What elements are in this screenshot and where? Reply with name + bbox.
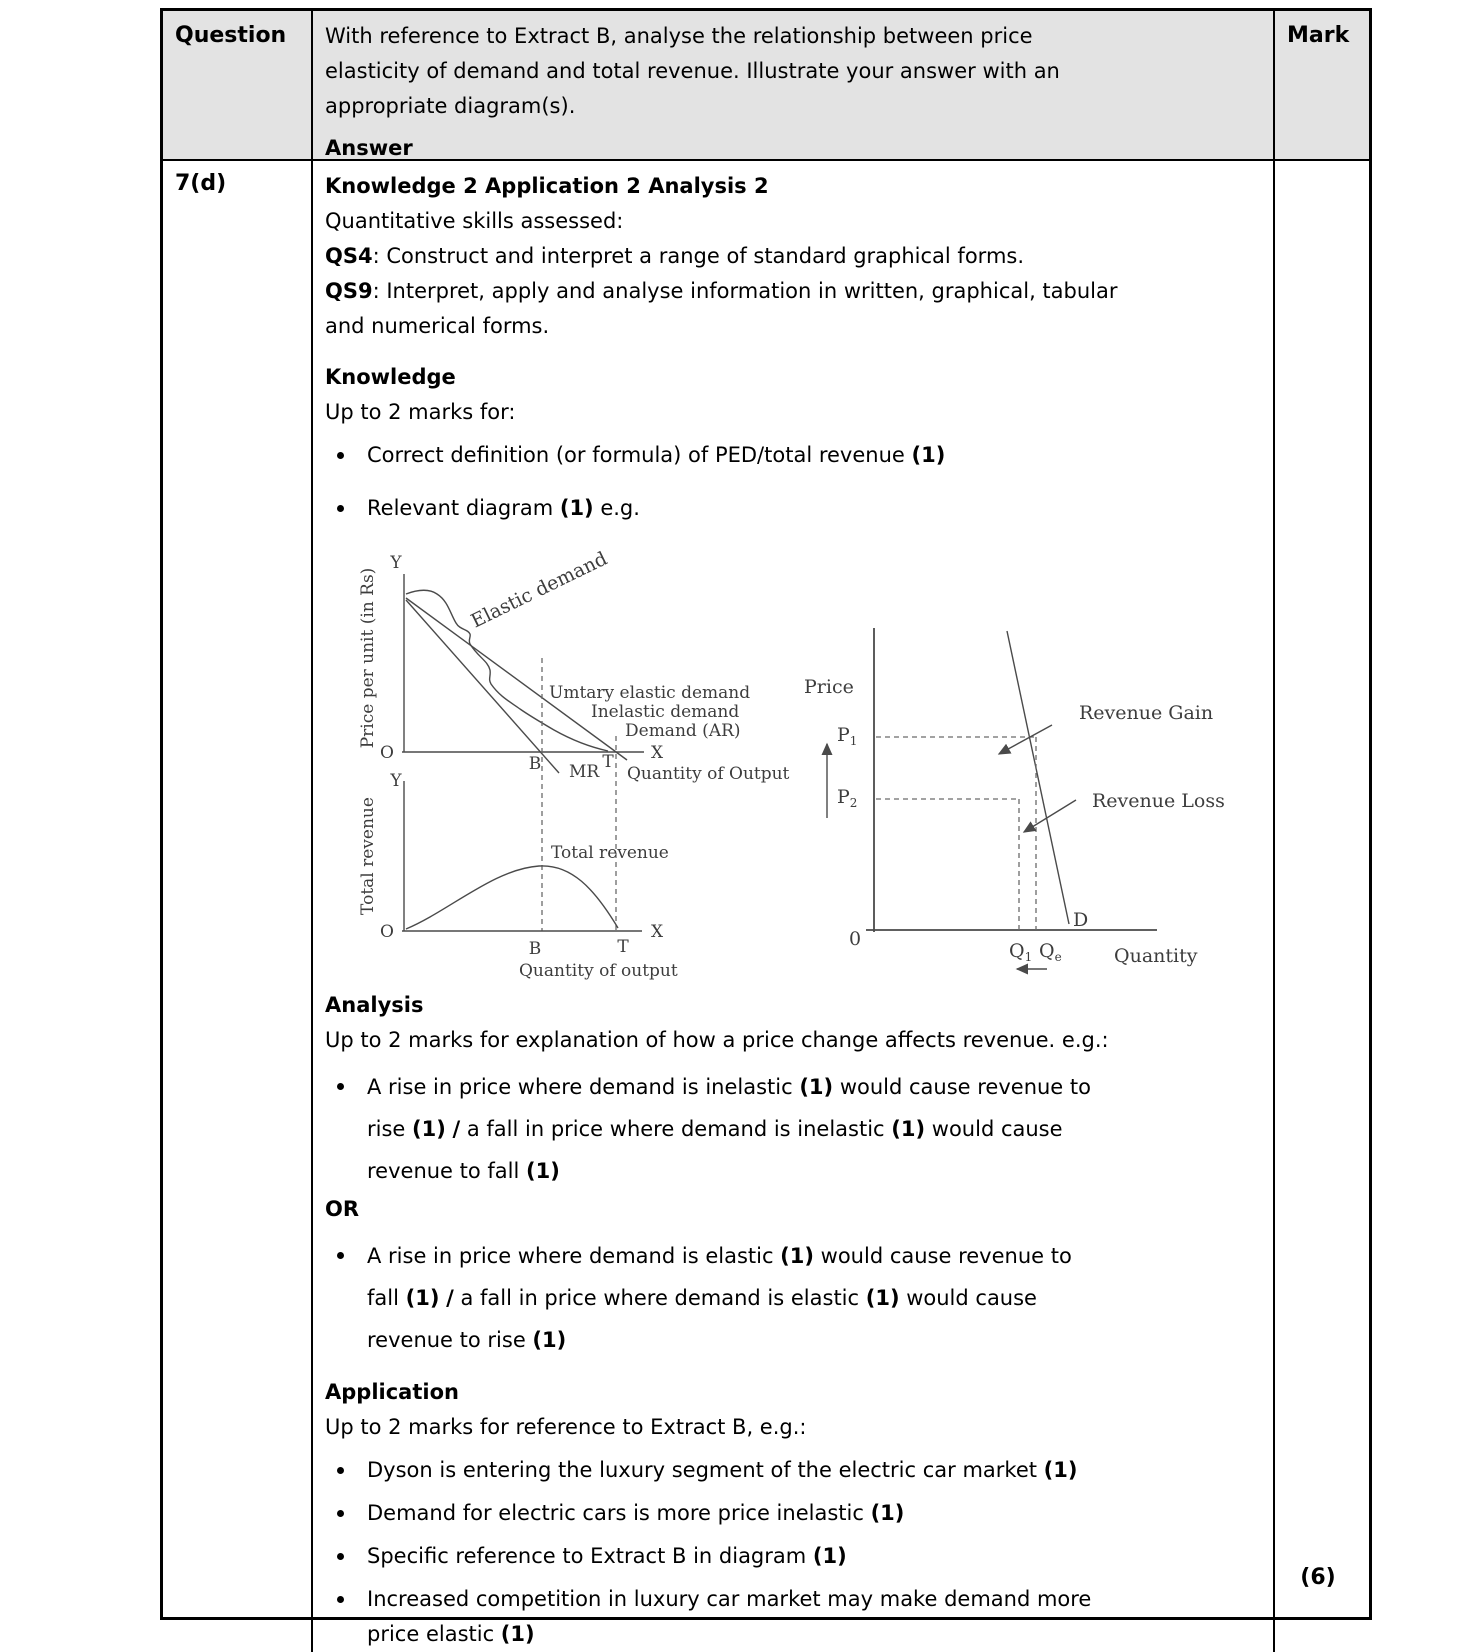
total-revenue-axis-label: Total revenue bbox=[358, 797, 378, 915]
inelastic-demand-label: Inelastic demand bbox=[591, 702, 740, 722]
demand-curve-label: D bbox=[1073, 909, 1089, 931]
total-revenue-curve-label: Total revenue bbox=[551, 843, 669, 863]
demand-ar-label: Demand (AR) bbox=[625, 721, 741, 741]
question-text-cell bbox=[313, 11, 1275, 161]
question-text-line: With reference to Extract B, analyse the relationship between price bbox=[325, 24, 1033, 48]
list-item: Relevant diagram (1) e.g. bbox=[325, 491, 1263, 526]
point-b-label: B bbox=[528, 754, 542, 774]
list-item: Increased competition in luxury car market may make demand more price elastic (1) bbox=[325, 1582, 1263, 1652]
list-item: Dyson is entering the luxury segment of the electric car market (1) bbox=[325, 1453, 1263, 1488]
or-label: OR bbox=[325, 1197, 360, 1221]
p1-label: $P_1$ bbox=[837, 724, 858, 748]
point-t-label: T bbox=[602, 752, 614, 772]
quantity-axis-label: Quantity bbox=[1114, 945, 1198, 967]
demand-curve bbox=[1007, 631, 1069, 924]
diagram-figure-row bbox=[329, 536, 1263, 986]
quant-skills-intro: Quantitative skills assessed: bbox=[325, 209, 624, 233]
origin-label: O bbox=[380, 922, 394, 942]
x-axis-letter: X bbox=[651, 922, 664, 942]
question-header-cell bbox=[163, 11, 313, 161]
qs9-line: QS9: Interpret, apply and analyse information in written, graphical, tabular and numerical forms. bbox=[325, 279, 1118, 338]
qe-label: $Q_e$ bbox=[1039, 940, 1062, 964]
y-axis-letter: Y bbox=[390, 553, 402, 573]
origin-label: O bbox=[380, 743, 394, 763]
ped-total-revenue-diagram bbox=[329, 536, 790, 984]
question-text-line: elasticity of demand and total revenue. Illustrate your answer with an bbox=[325, 59, 1060, 83]
question-header-label: Question bbox=[175, 23, 287, 48]
elastic-demand-label: Elastic demand bbox=[467, 547, 611, 633]
mark-header-cell bbox=[1275, 11, 1369, 161]
question-number: 7(d) bbox=[175, 171, 227, 196]
y-axis-letter: Y bbox=[390, 771, 402, 791]
knowledge-heading: Knowledge bbox=[325, 365, 456, 389]
p2-label: $P_2$ bbox=[837, 786, 858, 810]
mark-value-cell bbox=[1275, 161, 1369, 1652]
point-b-label: B bbox=[528, 939, 542, 959]
analysis-intro: Up to 2 marks for explanation of how a price change affects revenue. e.g.: bbox=[325, 1028, 1109, 1052]
list-item: A rise in price where demand is inelastic (1) would cause revenue to rise (1) / a fall in price where demand is inelastic (1) would cause revenue to fall (1) bbox=[325, 1066, 1263, 1192]
mark-scheme-table bbox=[160, 8, 1372, 1646]
revenue-loss-arrow bbox=[1024, 800, 1076, 832]
knowledge-intro: Up to 2 marks for: bbox=[325, 400, 516, 424]
question-text-line: appropriate diagram(s). bbox=[325, 94, 576, 118]
answer-cell bbox=[313, 161, 1275, 1652]
point-t-label: T bbox=[617, 937, 629, 957]
mark-value: (6) bbox=[1300, 1565, 1336, 1590]
price-axis-label: Price bbox=[804, 676, 854, 698]
price-axis-label: Price per unit (in Rs) bbox=[358, 567, 378, 749]
answer-label: Answer bbox=[325, 136, 413, 160]
list-item: Specific reference to Extract B in diagram (1) bbox=[325, 1539, 1263, 1574]
quantity-of-output-label: Quantity of Output bbox=[627, 764, 790, 784]
unitary-elastic-label: Umtary elastic demand bbox=[549, 683, 751, 703]
question-number-cell bbox=[163, 161, 313, 1652]
revenue-loss-label: Revenue Loss bbox=[1092, 790, 1225, 812]
qs4-line: QS4: Construct and interpret a range of standard graphical forms. bbox=[325, 244, 1025, 268]
x-axis-letter: X bbox=[651, 743, 664, 763]
analysis-heading: Analysis bbox=[325, 993, 424, 1017]
application-intro: Up to 2 marks for reference to Extract B, e.g.: bbox=[325, 1415, 807, 1439]
list-item: A rise in price where demand is elastic (1) would cause revenue to fall (1) / a fall in price where demand is elastic (1) would cause revenue to rise (1) bbox=[325, 1235, 1263, 1361]
list-item: Correct definition (or formula) of PED/total revenue (1) bbox=[325, 438, 1263, 473]
quantity-of-output-label: Quantity of output bbox=[519, 961, 678, 981]
revenue-gain-loss-diagram bbox=[779, 588, 1259, 980]
marks-breakdown-heading: Knowledge 2 Application 2 Analysis 2 bbox=[325, 174, 769, 198]
q1-label: $Q_1$ bbox=[1009, 940, 1033, 964]
application-heading: Application bbox=[325, 1380, 459, 1404]
list-item: Demand for electric cars is more price inelastic (1) bbox=[325, 1496, 1263, 1531]
revenue-gain-arrow bbox=[999, 725, 1052, 754]
total-revenue-curve bbox=[406, 866, 618, 929]
origin-label: 0 bbox=[848, 928, 862, 950]
mr-label: MR bbox=[569, 762, 600, 782]
revenue-gain-label: Revenue Gain bbox=[1079, 702, 1214, 724]
mark-header-label: Mark bbox=[1287, 23, 1350, 48]
